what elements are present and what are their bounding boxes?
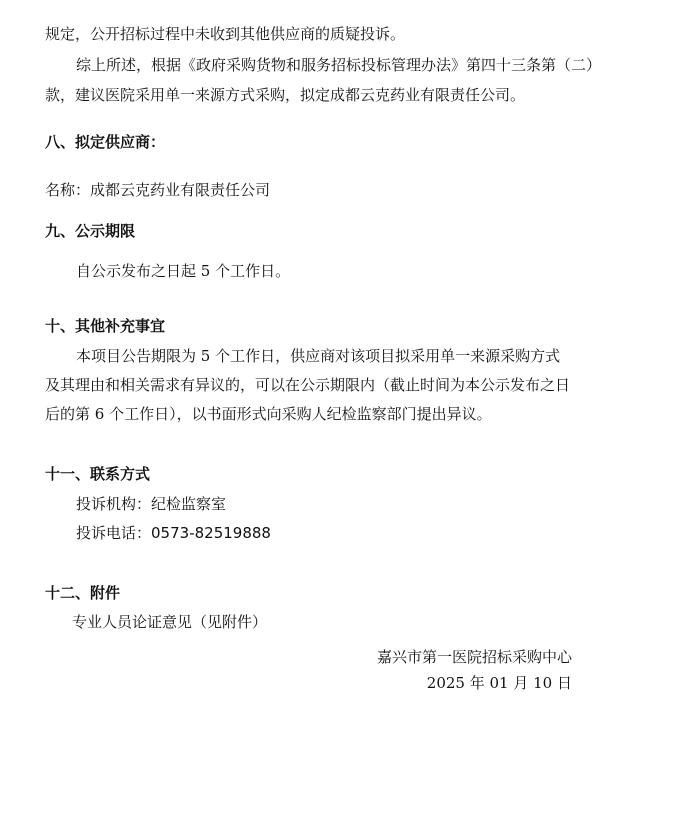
complaint-org-row bbox=[76, 494, 226, 514]
complaint-phone-label: 投诉电话： bbox=[76, 524, 152, 542]
complaint-org-value: 纪检监察室 bbox=[151, 495, 227, 513]
signature-date: 2025 年 01 月 10 日 bbox=[426, 674, 572, 692]
section-heading-other: 十、其他补充事宜 bbox=[45, 317, 166, 335]
section-heading-attachment: 十二、附件 bbox=[45, 584, 121, 602]
attachment-text: 专业人员论证意见（见附件） bbox=[72, 613, 268, 631]
paragraph-line: 规定，公开招标过程中未收到其他供应商的质疑投诉。 bbox=[45, 25, 406, 43]
complaint-org-label: 投诉机构： bbox=[76, 495, 152, 513]
supplier-name: 成都云克药业有限责任公司 bbox=[90, 181, 271, 199]
paragraph-line: 及其理由和相关需求有异议的，可以在公示期限内（截止时间为本公示发布之日 bbox=[45, 376, 571, 394]
section-heading-period: 九、公示期限 bbox=[45, 222, 136, 240]
section-heading-supplier: 八、拟定供应商： bbox=[45, 133, 166, 151]
paragraph-line: 综上所述，根据《政府采购货物和服务招标投标管理办法》第四十三条第（二） bbox=[76, 56, 602, 74]
paragraph-line: 后的第 6 个工作日），以书面形式向采购人纪检监察部门提出异议。 bbox=[45, 405, 492, 423]
paragraph-line: 本项目公告期限为 5 个工作日，供应商对该项目拟采用单一来源采购方式 bbox=[76, 347, 561, 365]
period-text: 自公示发布之日起 5 个工作日。 bbox=[76, 262, 291, 280]
complaint-phone-value: 0573-82519888 bbox=[151, 524, 271, 542]
paragraph-line: 款，建议医院采用单一来源方式采购，拟定成都云克药业有限责任公司。 bbox=[45, 86, 526, 104]
complaint-phone-row bbox=[76, 523, 271, 543]
signature-organization: 嘉兴市第一医院招标采购中心 bbox=[376, 648, 572, 666]
supplier-label: 名称： bbox=[45, 181, 91, 199]
section-heading-contact: 十一、联系方式 bbox=[45, 465, 151, 483]
supplier-row bbox=[45, 180, 270, 200]
